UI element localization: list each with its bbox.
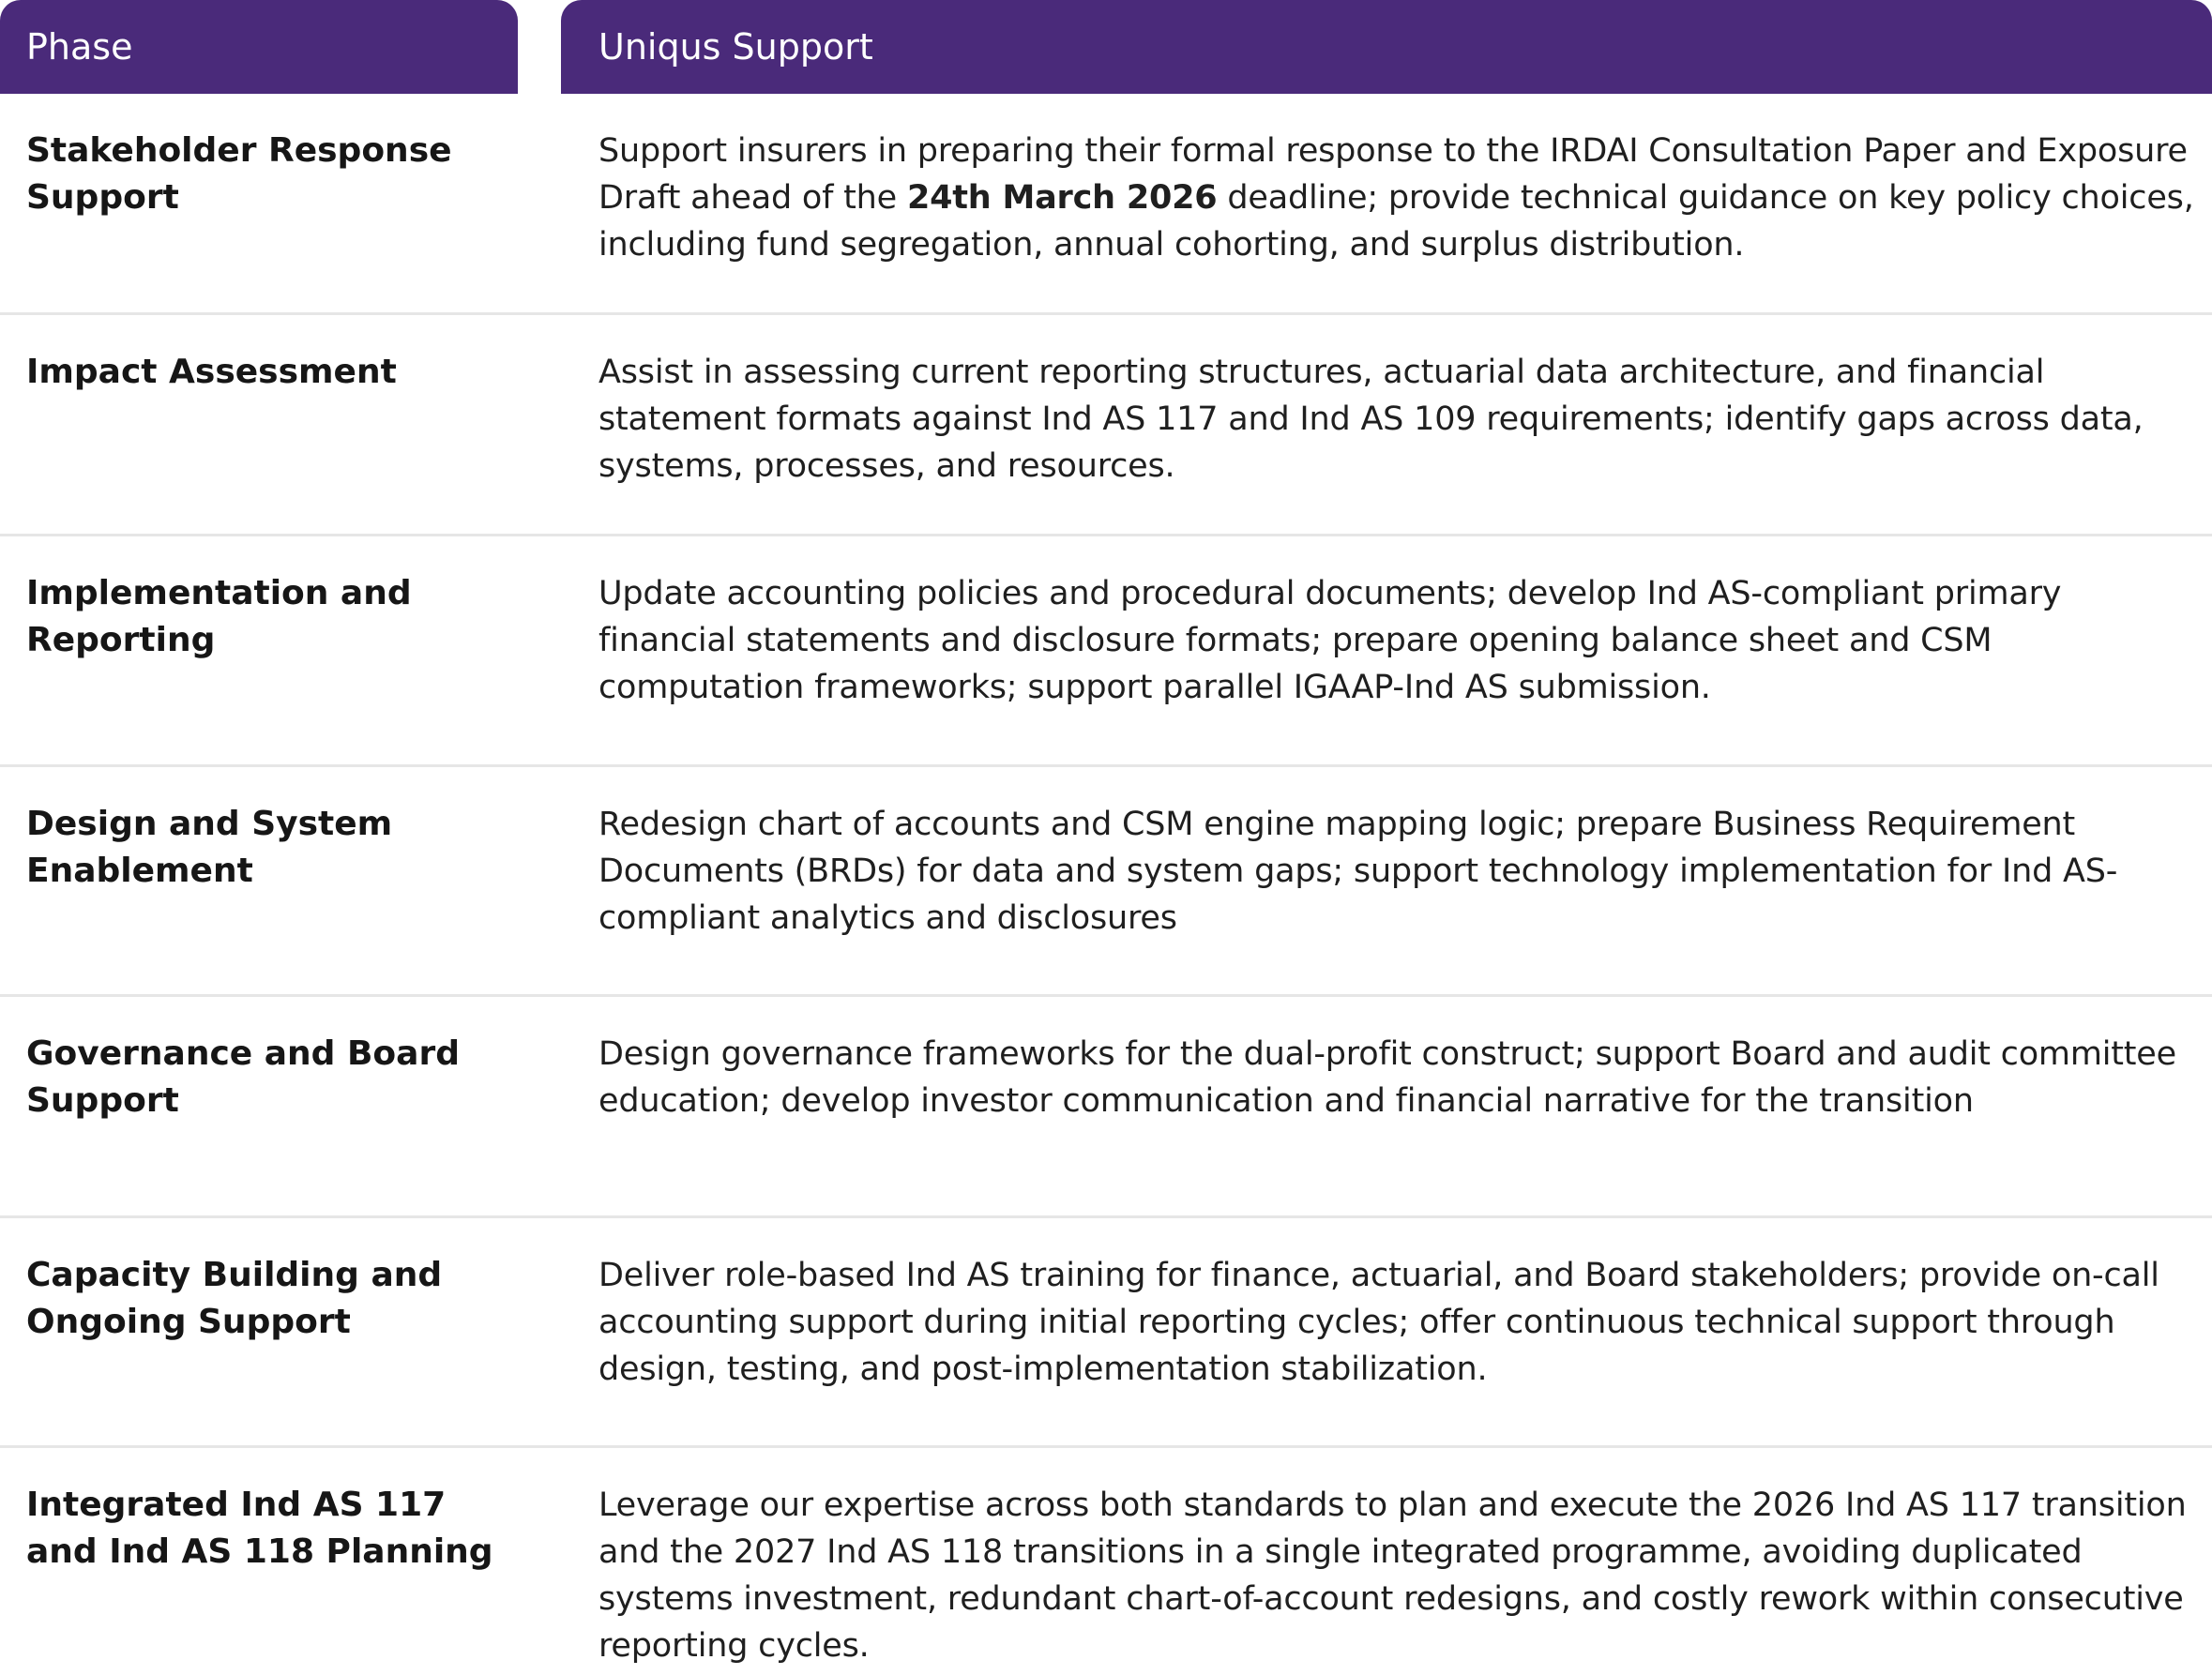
table-row: [0, 1448, 2212, 1675]
header-phase: Phase: [0, 0, 518, 94]
support-cell: [598, 128, 2204, 268]
table-row: [0, 315, 2212, 536]
phase-cell: Design and System Enablement: [26, 805, 393, 890]
table-row: [0, 997, 2212, 1218]
table-row: [0, 767, 2212, 997]
table-header: [0, 0, 2212, 94]
table-row: [0, 536, 2212, 767]
phase-cell: Governance and Board Support: [26, 1034, 460, 1120]
support-cell: Assist in assessing current reporting structures, actuarial data architecture, and financial statement formats against Ind AS 117 and Ind AS 109 requirements; identify gaps across data, systems, processes, and resources.: [598, 354, 2144, 485]
support-text: Support insurers in preparing their formal response to the IRDAI Consultation Paper and Exposure Draft ahead of the: [598, 132, 2188, 217]
support-text: deadline; provide technical guidance on key policy choices, including fund segregation, annual cohorting, and surplus distribution.: [598, 179, 2194, 264]
support-cell: Update accounting policies and procedural documents; develop Ind AS-compliant primary financial statements and disclosure formats; prepare opening balance sheet and CSM computation frameworks; support parallel IGAAP-Ind AS submission.: [598, 575, 2062, 706]
support-cell: Deliver role-based Ind AS training for finance, actuarial, and Board stakeholders; provide on-call accounting support during initial reporting cycles; offer continuous technical support through design, testing, and post-implementation stabilization.: [598, 1257, 2159, 1388]
phase-cell: Capacity Building and Ongoing Support: [26, 1256, 443, 1341]
phase-cell: Impact Assessment: [26, 353, 397, 391]
phase-cell: Implementation and Reporting: [26, 574, 412, 659]
support-cell: Redesign chart of accounts and CSM engine mapping logic; prepare Business Requirement Documents (BRDs) for data and system gaps; support technology implementation for Ind AS-compliant analytics and disclosures: [598, 806, 2118, 937]
phase-cell: Stakeholder Response Support: [26, 131, 452, 217]
support-cell: Leverage our expertise across both standards to plan and execute the 2026 Ind AS 117 transition and the 2027 Ind AS 118 transitions in a single integrated programme, avoiding duplicated systems investment, redundant chart-of-account redesigns, and costly rework within consecutive reporting cycles.: [598, 1486, 2187, 1665]
table-row: [0, 94, 2212, 315]
table-row: [0, 1218, 2212, 1448]
phase-cell: Integrated Ind AS 117 and Ind AS 118 Planning: [26, 1486, 493, 1571]
deadline-date: 24th March 2026: [906, 179, 1218, 217]
header-uniqus-support: Uniqus Support: [561, 0, 2212, 94]
support-cell: Design governance frameworks for the dual-profit construct; support Board and audit committee education; develop investor communication and financial narrative for the transition: [598, 1035, 2176, 1120]
